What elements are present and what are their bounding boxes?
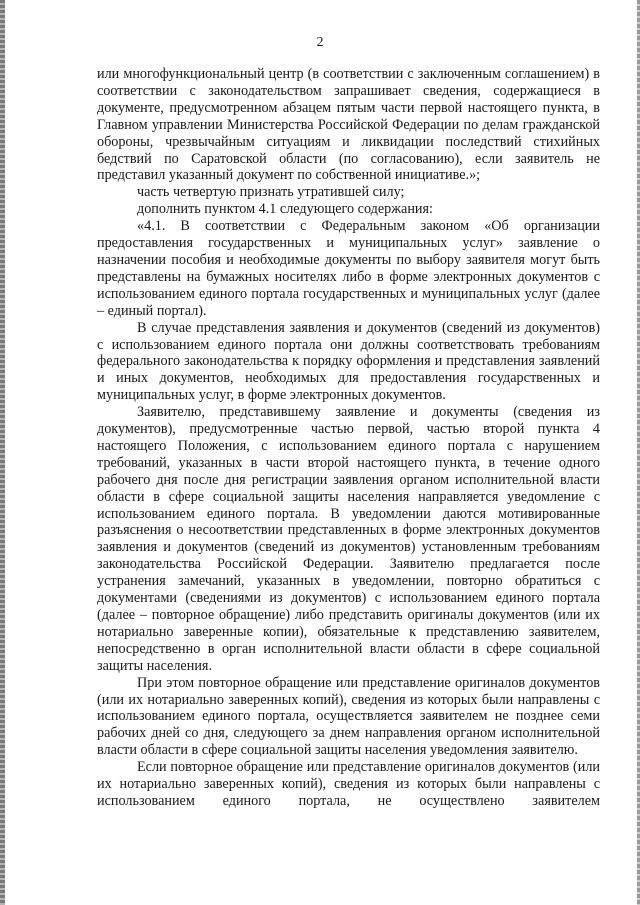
document-body: [97, 66, 600, 810]
paragraph-clause-4-1: «4.1. В соответствии с Федеральным законом «Об организации предоставления государственных и муниципальных услуг» заявление о назначении пособия и необходимые документы по выбору заявителя могут быть представлены на бумажных носителях либо в форме электронных документов с использованием единого портала государственных и муниципальных услуг (далее – единый портал).: [97, 218, 600, 319]
paragraph-electronic-requirements: В случае представления заявления и документов (сведений из документов) с использованием единого портала они должны соответствовать требованиям федерального законодательства к порядку оформления и представления заявлений и иных документов, необходимых для предоставления государственных и муниципальных услуг, в форме электронных документов.: [97, 319, 600, 404]
paragraph-repeat-deadline: При этом повторное обращение или представление оригиналов документов (или их нотариально заверенных копий), сведения из которых были направлены с использованием единого портала, осуществляется заявителем не позднее семи рабочих дней со дня, следующего за днем направления органом исполнительной власти области в сфере социальной защиты населения уведомления заявителю.: [97, 674, 600, 759]
paragraph-continuation: или многофункциональный центр (в соответствии с заключенным соглашением) в соответствии с законодательством запрашивает сведения, содержащиеся в документе, предусмотренном абзацем пятым части первой настоящего пункта, в Главном управлении Министерства Российской Федерации по делам гражданской обороны, чрезвычайным ситуациям и ликвидации последствий стихийных бедствий по Саратовской области (по согласованию), если заявитель не представил указанный документ по собственной инициативе.»;: [97, 66, 600, 184]
paragraph-amendment-add: дополнить пунктом 4.1 следующего содержания:: [137, 201, 433, 218]
paragraph-failure-case: Если повторное обращение или представление оригиналов документов (или их нотариально заверенных копий), сведения из которых были направлены с использованием единого портала, не осуществлено заявителем: [97, 759, 600, 809]
page-number: 2: [316, 35, 324, 50]
paragraph-notification: Заявителю, представившему заявление и документы (сведения из документов), предусмотренные частью первой, частью второй пункта 4 настоящего Положения, с использованием единого портала с нарушением требований, указанных в части второй настоящего пункта, в течение одного рабочего дня после дня регистрации заявления органом исполнительной власти области в сфере социальной защиты населения направляется уведомление с использованием единого портала. В уведомлении даются мотивированные разъяснения о несоответствии представленных в форме электронных документов заявления и документов (сведений из документов) установленным требованиям законодательства Российской Федерации. Заявителю предлагается после устранения замечаний, указанных в уведомлении, повторно обратиться с документами (сведениями из документов) с использованием единого портала (далее – повторное обращение) либо представить оригиналы документов (или их нотариально заверенные копии), обязательные к представлению заявителем, непосредственно в орган исполнительной власти области в сфере социальной защиты населения.: [97, 404, 600, 674]
paragraph-amendment-repeal: часть четвертую признать утратившей силу;: [137, 184, 405, 201]
scan-edge-left: [0, 0, 5, 905]
